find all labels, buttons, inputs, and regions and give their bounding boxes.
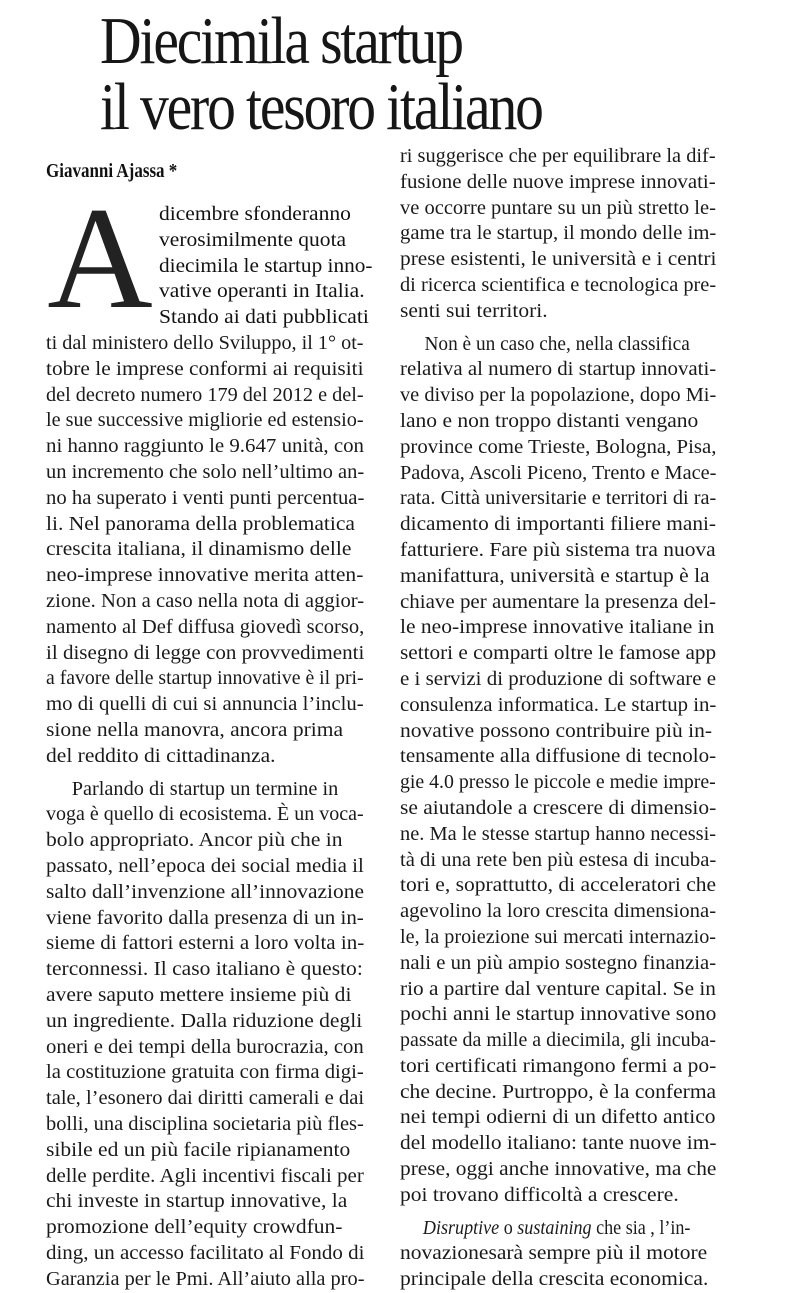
text-line: senti sui territori. — [400, 299, 548, 322]
text-line: il disegno di legge con provvedimenti — [46, 641, 365, 664]
text-line: del decreto numero 179 del 2012 e del- — [46, 383, 364, 406]
headline-line-2: il vero tesoro italiano — [100, 70, 542, 144]
drop-cap: A — [47, 177, 153, 339]
text-line: le sue successive migliorie ed estensio- — [46, 409, 364, 432]
text-line: zione. Non a caso nella nota di aggior- — [46, 589, 365, 612]
text-line: verosimilmente quota — [159, 228, 347, 251]
headline-line-1: Diecimila startup — [100, 4, 462, 78]
text-line: di ricerca scientifica e tecnologica pre- — [400, 273, 717, 296]
paragraph-3 — [400, 144, 716, 325]
paragraph-2 — [46, 777, 366, 1293]
text-line: del reddito di cittadinanza. — [46, 744, 276, 767]
text-line: dicembre sfonderanno — [159, 203, 351, 225]
text-line: principale della crescita economica. — [400, 1268, 709, 1291]
text-line: province come Trieste, Bologna, Pisa, — [400, 435, 717, 458]
text-line: gie 4.0 presso le piccole e medie impre- — [400, 771, 716, 794]
term-disruptive: Disruptive — [422, 1216, 500, 1239]
text-line: Garanzia per le Pmi. All’aiuto alla pro- — [46, 1267, 365, 1290]
text-line: voga è quello di ecosistema. È un voca- — [46, 803, 364, 826]
text-line: novazionesarà sempre più il motore — [400, 1242, 708, 1265]
text-line: salto dall’invenzione all’innovazione — [46, 880, 364, 903]
text-line: Parlando di startup un termine in — [71, 777, 339, 800]
text-line: no ha superato i venti punti percentua- — [46, 486, 365, 509]
text-line: Stando ai dati pubblicati — [159, 306, 369, 329]
paragraph-1 — [46, 331, 366, 770]
text-line: del modello italiano: tante nuove im- — [400, 1132, 717, 1155]
text-line: namento al Def diffusa giovedì scorso, — [46, 615, 365, 638]
text-line: Padova, Ascoli Piceno, Trento e Mace- — [400, 461, 717, 484]
text-line: prese, oggi anche innovative, ma che — [400, 1158, 717, 1181]
text-line: tori e, soprattutto, di acceleratori che — [400, 874, 717, 897]
term-sustaining: sustaining — [517, 1216, 592, 1239]
text-line: sieme di fattori esterni a loro volta in- — [46, 932, 365, 955]
paragraph-5-line-1: Disruptive o sustaining che sia , l’in- — [422, 1216, 691, 1239]
text-line: ti dal ministero dello Sviluppo, il 1° ot- — [46, 332, 364, 354]
text-line: sibile ed un più facile ripianamento — [46, 1138, 351, 1161]
text-line: avere saputo mettere insieme più di — [46, 983, 352, 1006]
paragraph-5 — [400, 1216, 716, 1293]
text-line: che decine. Purtroppo, è la conferma — [400, 1080, 717, 1103]
text-line: mo di quelli di cui si annuncia l’inclu- — [46, 693, 364, 716]
text-line: prese esistenti, le università e i centri — [400, 248, 717, 271]
text-line: e i servizi di produzione di software e — [400, 667, 717, 690]
text-line: bolli, una disciplina societaria più fles- — [46, 1112, 364, 1135]
text-line: rio a partire dal venture capital. Se in — [400, 977, 716, 1000]
left-column — [46, 331, 366, 1292]
text-line: crescita italiana, il dinamismo delle — [46, 538, 352, 561]
text-line: diecimila le startup inno- — [159, 254, 373, 277]
text-line: un incremento che solo nell’ultimo an- — [46, 460, 365, 483]
text-line: manifattura, università e startup è la — [400, 564, 710, 587]
text-line: passate da mille a diecimila, gli incuba- — [400, 1029, 717, 1052]
text-line: promozione dell’equity crowdfun- — [46, 1216, 343, 1239]
text-line: le neo-imprese innovative italiane in — [400, 616, 715, 639]
text-line: ding, un accesso facilitato al Fondo di — [46, 1241, 365, 1264]
text-line: terconnessi. Il caso italiano è questo: — [46, 958, 363, 981]
text-line: neo-imprese innovative merita atten- — [46, 564, 364, 587]
text-line: Non è un caso che, nella classifica — [424, 332, 690, 355]
text-line: nei tempi odierni di un difetto antico — [400, 1106, 716, 1129]
text-line: fatturiere. Fare più sistema tra nuova — [400, 538, 716, 561]
text-line: agevolino la loro crescita dimensiona- — [400, 900, 717, 923]
text-line: sione nella manovra, ancora prima — [46, 718, 344, 741]
text-line: passato, nell’epoca dei social media il — [46, 854, 364, 877]
text-line: chi investe in startup innovative, la — [46, 1190, 348, 1213]
text-line: a favore delle startup innovative è il pri- — [46, 667, 364, 690]
text-line: tale, l’esonero dai diritti camerali e dai — [46, 1087, 365, 1110]
text-line: nali e un più ampio sostegno finanzia- — [400, 951, 717, 974]
text-line: ve diviso per la popolazione, dopo Mi- — [400, 384, 717, 407]
headline — [100, 4, 685, 144]
text-line: settori e comparti oltre le famose app — [400, 642, 717, 665]
text-line: pochi anni le startup innovative sono — [400, 1003, 717, 1026]
text-line: consulenza informatica. Le startup in- — [400, 693, 717, 716]
text-line: tobre le imprese conformi ai requisiti — [46, 357, 364, 380]
text-line: dicamento di importanti filiere mani- — [400, 513, 716, 536]
text-line: se aiutandole a crescere di dimensio- — [400, 796, 717, 819]
text-line: rata. Città universitarie e territori di ra- — [400, 487, 717, 510]
text-line: ve occorre puntare su un più stretto le- — [400, 196, 716, 219]
text-line: li. Nel panorama della problematica — [46, 512, 355, 535]
text-line: poi trovano difficoltà a crescere. — [400, 1183, 679, 1206]
text-line: delle perdite. Agli incentivi fiscali per — [46, 1164, 364, 1187]
text-line: tensamente alla diffusione di tecnolo- — [400, 745, 717, 768]
text-line: ri suggerisce che per equilibrare la dif- — [400, 145, 716, 167]
byline: Giavanni Ajassa * — [46, 160, 178, 182]
text-line: lano e non troppo distanti vengano — [400, 409, 699, 432]
text-line: un ingrediente. Dalla riduzione degli — [46, 1009, 363, 1032]
text-line: novative possono contribuire più in- — [400, 719, 713, 742]
text-line: ne. Ma le stesse startup hanno necessi- — [400, 822, 717, 845]
paragraph-4 — [400, 332, 716, 1209]
text-line: bolo appropriato. Ancor più che in — [46, 829, 343, 852]
text-line: vative operanti in Italia. — [159, 280, 365, 303]
text-line: viene favorito dalla presenza di un in- — [46, 906, 364, 929]
text-line: oneri e dei tempi della burocrazia, con — [46, 1035, 364, 1058]
text-line: ni hanno raggiunto le 9.647 unità, con — [46, 435, 364, 458]
text-line: fusione delle nuove imprese innovati- — [400, 170, 716, 193]
text-line: chiave per aumentare la presenza del- — [400, 590, 717, 613]
text-line: game tra le startup, il mondo delle im- — [400, 222, 717, 245]
drop-cap-lines — [159, 202, 373, 331]
right-column — [400, 144, 716, 1293]
text-line: relativa al numero di startup innovati- — [400, 358, 717, 381]
text-line: tori certificati rimangono fermi a po- — [400, 1054, 717, 1077]
text-line: la costituzione gratuita con firma digi- — [46, 1061, 364, 1084]
text-line: tà di una rete ben più estesa di incuba- — [400, 848, 717, 871]
text-line: le, la proiezione sui mercati internazio- — [400, 925, 717, 948]
